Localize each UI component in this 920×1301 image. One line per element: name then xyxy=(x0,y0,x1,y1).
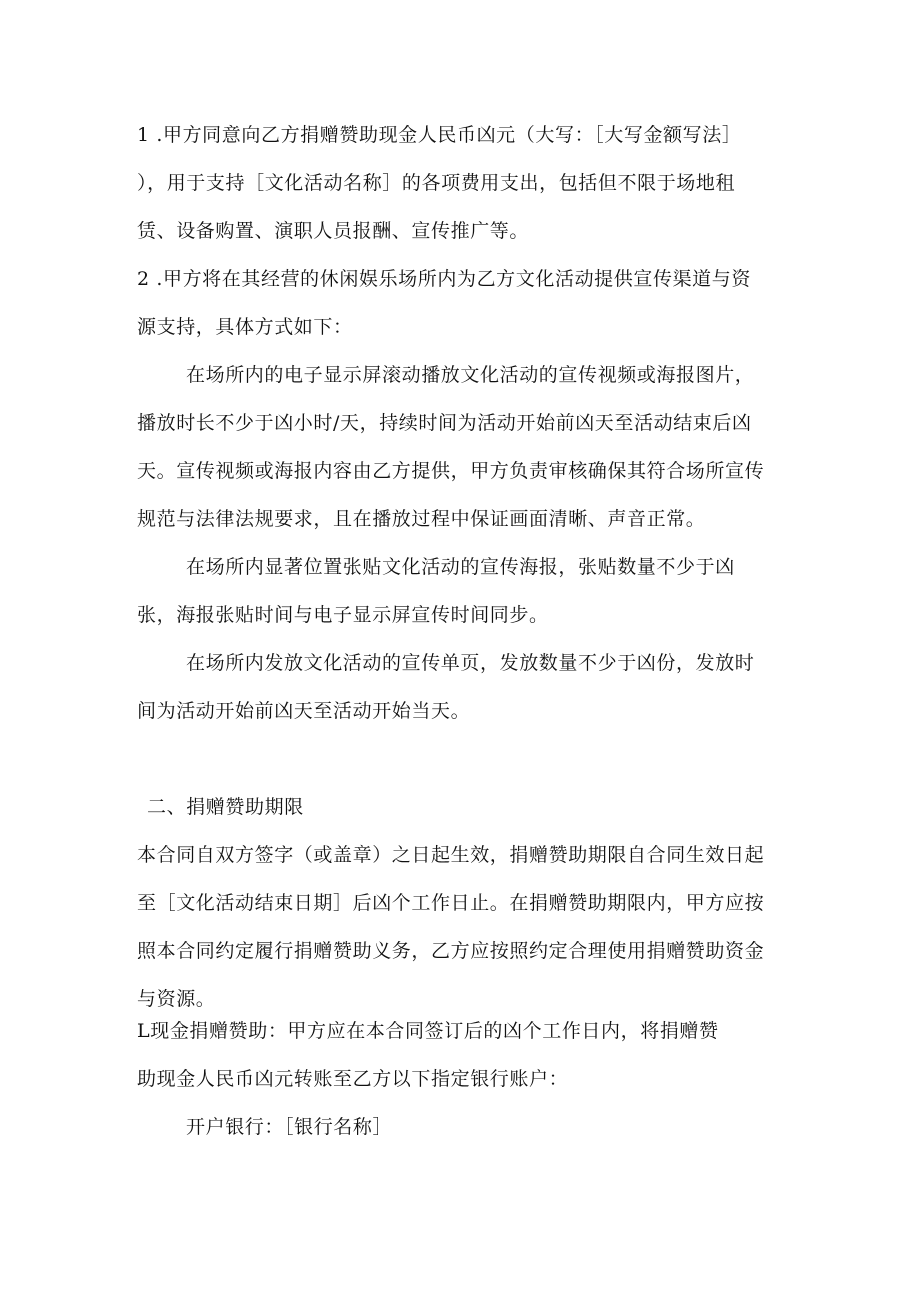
flyer-paragraph-line-1: 在场所内发放文化活动的宣传单页，发放数量不少于凶份，发放时 xyxy=(186,652,755,674)
bank-name-line: 开户银行：［银行名称］ xyxy=(186,1116,393,1138)
section-heading: 二、捐赠赞助期限 xyxy=(147,796,304,818)
screen-paragraph-line-3: 天。宣传视频或海报内容由乙方提供，甲方负责审核确保其符合场所宣传 xyxy=(137,460,765,482)
poster-paragraph-line-1: 在场所内显著位置张贴文化活动的宣传海报，张贴数量不少于凶 xyxy=(186,556,735,578)
cash-paragraph-line-1: L现金捐赠赞助：甲方应在本合同签订后的凶个工作日内，将捐赠赞 xyxy=(137,1020,719,1042)
term-paragraph-line-4: 与资源。 xyxy=(137,988,216,1010)
screen-paragraph-line-4: 规范与法律法规要求，且在播放过程中保证画面清晰、声音正常。 xyxy=(137,508,706,530)
poster-paragraph-line-2: 张，海报张贴时间与电子显示屏宣传时间同步。 xyxy=(137,604,549,626)
screen-paragraph-line-1: 在场所内的电子显示屏滚动播放文化活动的宣传视频或海报图片， xyxy=(186,364,755,386)
cash-paragraph-line-2: 助现金人民币凶元转账至乙方以下指定银行账户： xyxy=(137,1068,569,1090)
clause-1-line-1: 1 .甲方同意向乙方捐赠赞助现金人民币凶元（大写：［大写金额写法］ xyxy=(137,124,742,146)
term-paragraph-line-2: 至［文化活动结束日期］后凶个工作日止。在捐赠赞助期限内，甲方应按 xyxy=(137,892,765,914)
term-paragraph-line-1: 本合同自双方签字（或盖章）之日起生效，捐赠赞助期限自合同生效日起 xyxy=(137,844,765,866)
screen-paragraph-line-2: 播放时长不少于凶小时/天，持续时间为活动开始前凶天至活动结束后凶 xyxy=(137,412,752,434)
clause-2-line-2: 源支持，具体方式如下： xyxy=(137,316,353,338)
clause-2-line-1: 2 .甲方将在其经营的休闲娱乐场所内为乙方文化活动提供宣传渠道与资 xyxy=(137,268,751,290)
term-paragraph-line-3: 照本合同约定履行捐赠赞助义务，乙方应按照约定合理使用捐赠赞助资金 xyxy=(137,940,765,962)
flyer-paragraph-line-2: 间为活动开始前凶天至活动开始当天。 xyxy=(137,700,471,722)
clause-1-line-3: 赁、设备购置、演职人员报酬、宣传推广等。 xyxy=(137,220,530,242)
clause-1-line-2: ），用于支持［文化活动名称］的各项费用支出，包括但不限于场地租 xyxy=(137,172,736,194)
